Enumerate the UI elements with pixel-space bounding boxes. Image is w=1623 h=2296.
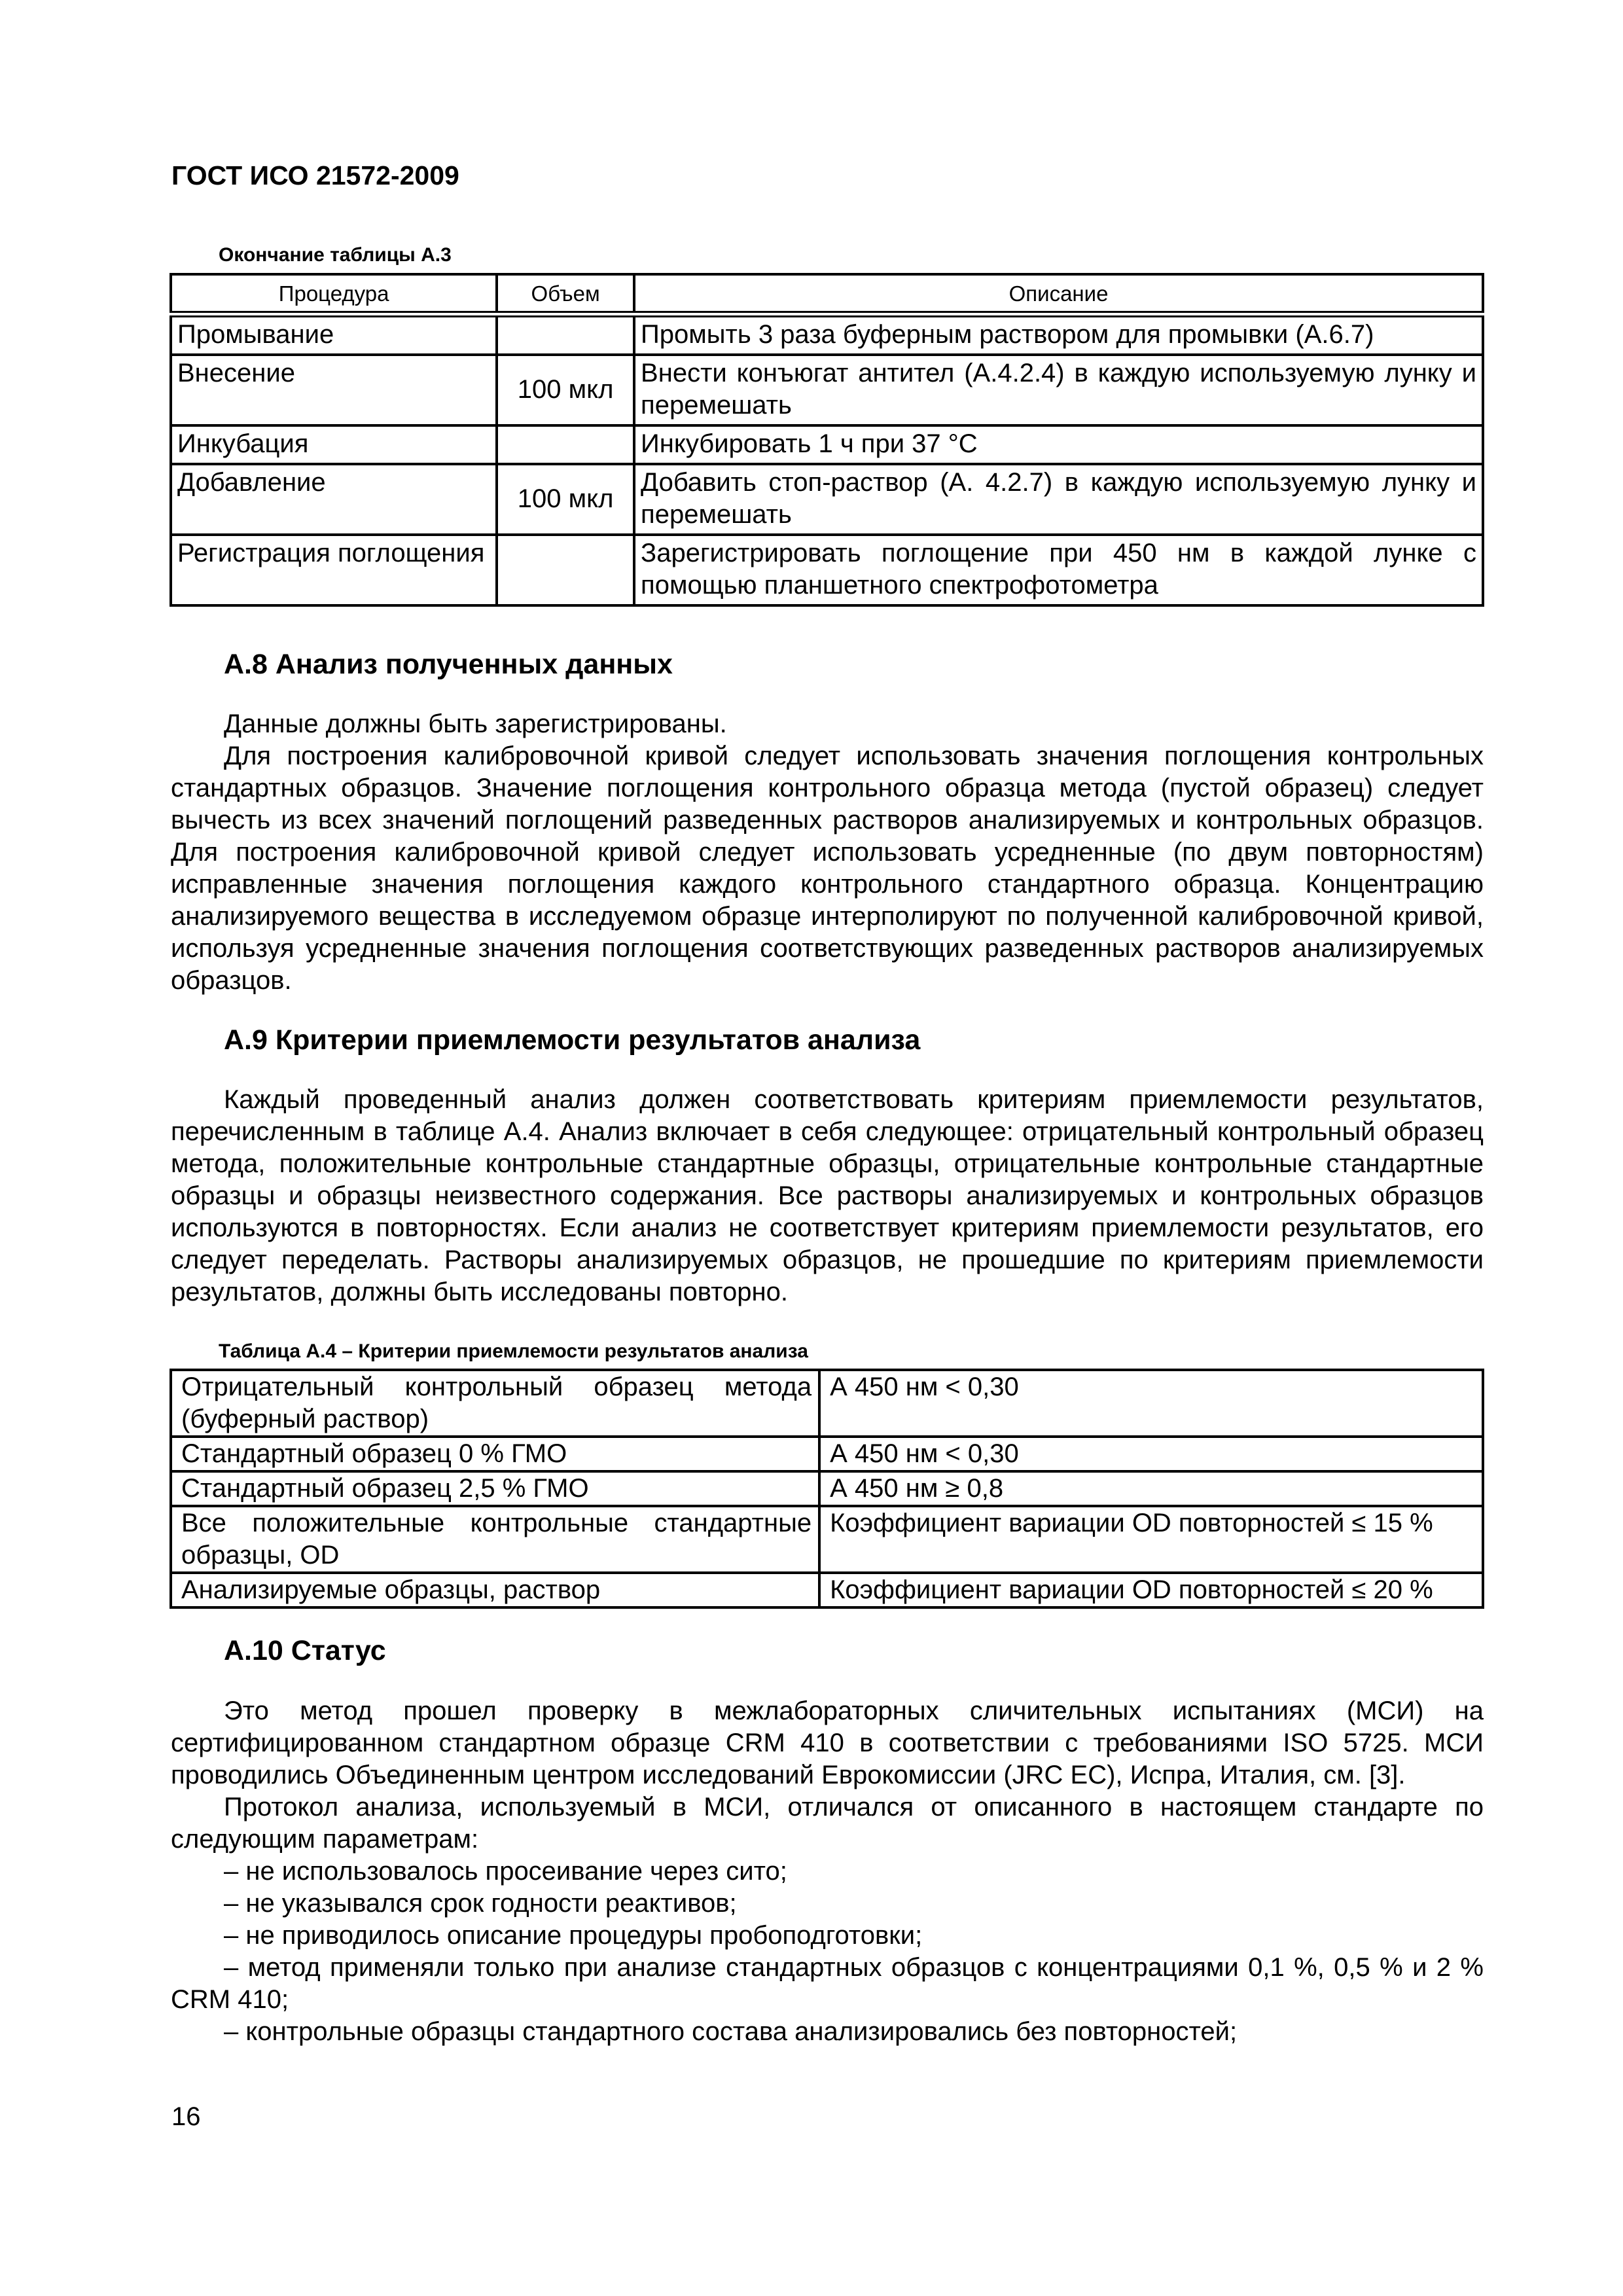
criterion-cell: Все положительные контрольные стандартные образцы, OD [171,1506,819,1573]
table-row [171,535,1483,605]
table-row [171,1370,1483,1437]
table-row [171,1573,1483,1607]
differences-list [171,1856,1484,2048]
procedure-cell: Внесение [171,355,497,425]
criterion-cell: Анализируемые образцы, раствор [171,1573,819,1607]
table-a3-caption: Окончание таблицы А.3 [219,244,452,266]
table-row [171,464,1483,535]
column-header-description: Описание [634,274,1483,314]
procedure-cell: Инкубация [171,425,497,464]
section-a9-heading: А.9 Критерии приемлемости результатов анализа [224,1024,921,1056]
list-item: – метод применяли только при анализе стандартных образцов с концентрациями 0,1 %, 0,5 % и 2 % CRM 410; [171,1953,1484,2014]
paragraph: Каждый проведенный анализ должен соответствовать критериям приемлемости результатов, перечисленным в таблице А.4. Анализ включает в себя следующее: отрицательный контрольный образец метода, положительные контрольные стандартные образцы, отрицательные контрольные стандартные образцы и образцы неизвестного содержания. Все растворы анализируемых и контрольных образцов используются в повторностях. Если анализ не соответствует критериям приемлемости результатов, его следует переделать. Растворы анализируемых образцов, не прошедшие по критериям приемлемости результатов, должны быть исследованы повторно. [171,1085,1484,1306]
requirement-cell: А 450 нм < 0,30 [819,1370,1483,1437]
volume-cell [497,535,634,605]
criterion-cell: Стандартный образец 2,5 % ГМО [171,1471,819,1506]
requirement-cell: Коэффициент вариации OD повторностей ≤ 15 % [819,1506,1483,1573]
requirement-cell: А 450 нм < 0,30 [819,1437,1483,1471]
table-row [171,355,1483,425]
table-row [171,1506,1483,1573]
volume-cell [497,314,634,355]
table-a4 [169,1369,1484,1609]
table-header-row [171,274,1483,314]
description-cell: Добавить стоп-раствор (А. 4.2.7) в каждую используемую лунку и перемешать [634,464,1483,535]
section-a8-heading: А.8 Анализ полученных данных [224,649,673,680]
description-cell: Внести конъюгат антител (А.4.2.4) в каждую используемую лунку и перемешать [634,355,1483,425]
volume-cell [497,425,634,464]
table-a4-caption: Таблица А.4 – Критерии приемлемости результатов анализа [219,1340,808,1362]
paragraph: Это метод прошел проверку в межлабораторных сличительных испытаниях (МСИ) на сертифицированном стандартном образце CRM 410 в соответствии с требованиями ISO 5725. МСИ проводились Объединенным центром исследований Еврокомиссии (JRC EC), Испра, Италия, см. [3]. [171,1696,1484,1789]
list-item: – контрольные образцы стандартного состава анализировались без повторностей; [224,2017,1238,2046]
paragraph: Данные должны быть зарегистрированы. [224,709,727,738]
section-a8-body [171,708,1484,997]
section-a10-body [171,1695,1484,2048]
paragraph: Для построения калибровочной кривой следует использовать значения поглощения контрольных стандартных образцов. Значение поглощения контрольного образца метода (пустой образец) следует вычесть из всех значений поглощений разведенных растворов анализируемых и контрольных образцов. Для построения калибровочной кривой следует использовать усредненные (по двум повторностям) исправленные значения поглощения каждого контрольного стандартного образца. Концентрацию анализируемого вещества в исследуемом образце интерполируют по полученной калибровочной кривой, используя усредненные значения поглощения соответствующих разведенных растворов анализируемых образцов. [171,742,1484,995]
table-a3 [169,273,1484,607]
volume-cell: 100 мкл [497,355,634,425]
column-header-procedure: Процедура [171,274,497,314]
section-a9-body [171,1084,1484,1308]
procedure-cell: Промывание [171,314,497,355]
description-cell: Промыть 3 раза буферным раствором для промывки (А.6.7) [634,314,1483,355]
paragraph: Протокол анализа, используемый в МСИ, отличался от описанного в настоящем стандарте по следующим параметрам: [171,1793,1484,1854]
procedure-cell: Регистрация поглощения [171,535,497,605]
volume-cell: 100 мкл [497,464,634,535]
criterion-cell: Отрицательный контрольный образец метода (буферный раствор) [171,1370,819,1437]
description-cell: Зарегистрировать поглощение при 450 нм в каждой лунке с помощью планшетного спектрофотометра [634,535,1483,605]
list-item: – не использовалось просеивание через сито; [224,1857,787,1886]
table-row [171,425,1483,464]
criterion-cell: Стандартный образец 0 % ГМО [171,1437,819,1471]
column-header-volume: Объем [497,274,634,314]
list-item: – не указывался срок годности реактивов; [224,1889,737,1918]
procedure-cell: Добавление [171,464,497,535]
section-a10-heading: А.10 Статус [224,1635,386,1666]
table-row [171,1437,1483,1471]
requirement-cell: А 450 нм ≥ 0,8 [819,1471,1483,1506]
list-item: – не приводилось описание процедуры пробоподготовки; [224,1921,923,1950]
table-row [171,1471,1483,1506]
table-row [171,314,1483,355]
description-cell: Инкубировать 1 ч при 37 °С [634,425,1483,464]
document-code: ГОСТ ИСО 21572-2009 [171,160,459,190]
page-number: 16 [171,2102,201,2131]
requirement-cell: Коэффициент вариации OD повторностей ≤ 20 % [819,1573,1483,1607]
